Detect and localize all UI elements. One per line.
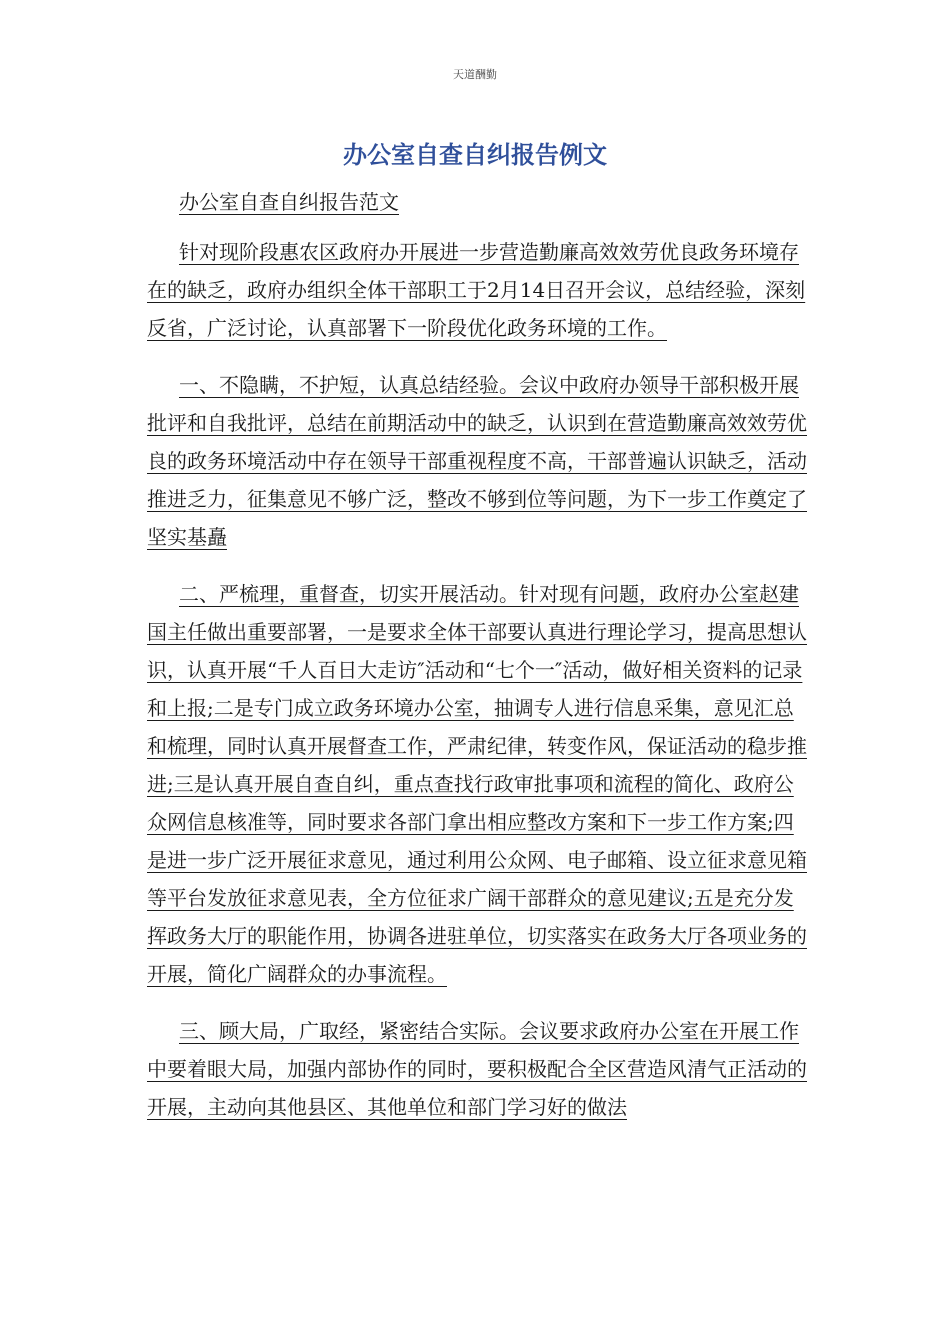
section-one-paragraph: 一、不隐瞒，不护短，认真总结经验。会议中政府办领导干部积极开展批评和自我批评，总结在前期活动中的缺乏，认识到在营造勤廉高效效劳优良的政务环境活动中存在领导干部重视程度不高，干部普遍认识缺乏，活动推进乏力，征集意见不够广泛，整改不够到位等问题，为下一步工作奠定了坚实基矗 bbox=[147, 373, 807, 549]
section-two-paragraph: 二、严梳理，重督查，切实开展活动。针对现有问题，政府办公室赵建国主任做出重要部署，一是要求全体干部要认真进行理论学习，提高思想认识，认真开展“千人百日大走访″活动和“七个一″活动，做好相关资料的记录和上报;二是专门成立政务环境办公室，抽调专人进行信息采集，意见汇总和梳理，同时认真开展督查工作，严肃纪律，转变作风，保证活动的稳步推进;三是认真开展自查自纠，重点查找行政审批事项和流程的简化、政府公众网信息核准等，同时要求各部门拿出相应整改方案和下一步工作方案;四是进一步广泛开展征求意见，通过利用公众网、电子邮箱、设立征求意见箱等平台发放征求意见表，全方位征求广阔干部群众的意见建议;五是充分发挥政务大厅的职能作用，协调各进驻单位，切实落实在政务大厅各项业务的开展，简化广阔群众的办事流程。 bbox=[147, 582, 807, 986]
section-three-paragraph: 三、顾大局，广取经，紧密结合实际。会议要求政府办公室在开展工作中要着眼大局，加强内部协作的同时，要积极配合全区营造风清气正活动的开展，主动向其他县区、其他单位和部门学习好的做法 bbox=[147, 1019, 807, 1119]
document-subtitle: 办公室自查自纠报告范文 bbox=[179, 190, 399, 214]
page-header: 天道酬勤 bbox=[453, 68, 497, 81]
intro-paragraph: 针对现阶段惠农区政府办开展进一步营造勤廉高效效劳优良政务环境存在的缺乏，政府办组织全体干部职工于2月14日召开会议，总结经验，深刻反省，广泛讨论，认真部署下一阶段优化政务环境的工作。 bbox=[147, 240, 806, 340]
document-body bbox=[147, 183, 813, 1145]
document-title: 办公室自查自纠报告例文 bbox=[343, 141, 607, 169]
